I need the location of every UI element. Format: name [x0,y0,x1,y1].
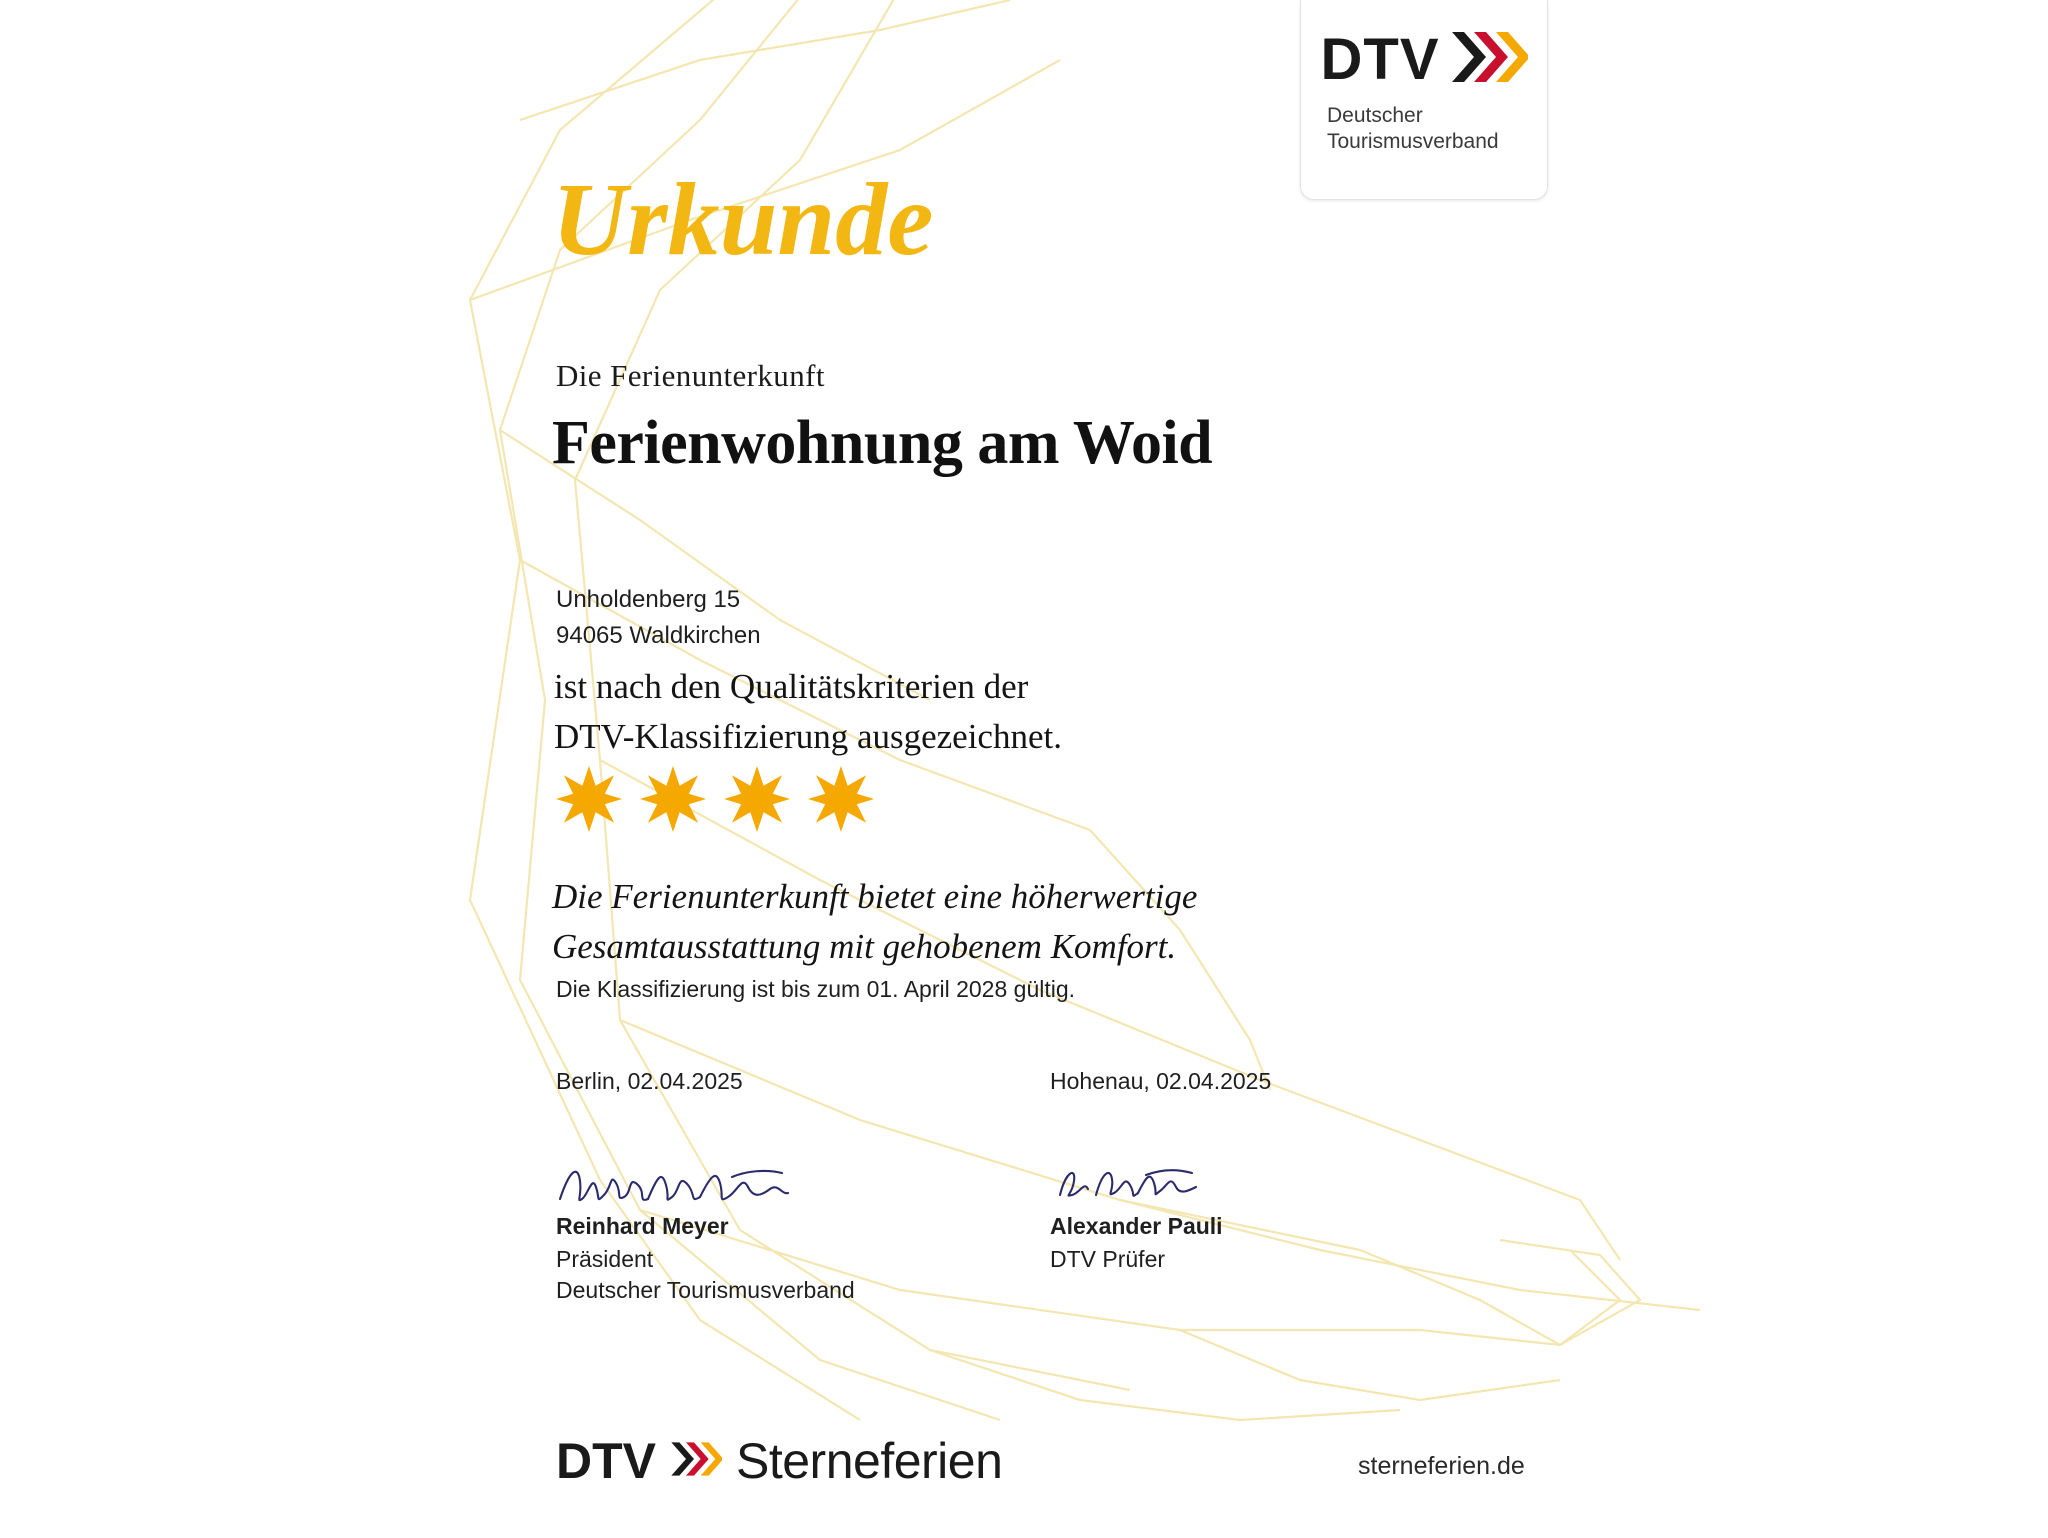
signature-block-inspector [1050,1068,1271,1275]
badge-subtitle-line1: Deutscher [1327,104,1423,127]
description-line-2: Gesamtausstattung mit gehobenem Komfort. [552,926,1177,966]
address-line-2: 94065 Waldkirchen [556,622,761,649]
signature-role-line-1: Präsident [556,1246,654,1272]
signature-image [556,1159,855,1211]
signature-place-date: Hohenau, 02.04.2025 [1050,1068,1272,1094]
rating-star [640,766,706,832]
badge-logo-row [1321,28,1528,91]
flag-chevrons-icon [1450,28,1528,91]
statement-block [554,662,1062,761]
description-line-1: Die Ferienunterkunft bietet eine höherwertige [552,877,1198,916]
star-rating [556,766,874,832]
rating-star [556,766,622,832]
statement-line-1: ist nach den Qualitätskriterien der [554,667,1029,706]
rating-star [724,766,790,832]
flag-chevrons-icon [670,1437,722,1486]
page-title: Urkunde [552,162,934,277]
badge-acronym: DTV [1320,26,1440,92]
footer-logo-acronym: DTV [556,1433,656,1489]
rating-star [808,766,874,832]
description-block [552,872,1197,971]
address-block [556,582,761,654]
signature-image [1050,1159,1271,1211]
lead-text: Die Ferienunterkunft [556,358,825,393]
footer-url: sterneferien.de [1358,1452,1525,1480]
statement-line-2: DTV-Klassifizierung ausgezeichnet. [554,716,1062,756]
signature-role-line-1: DTV Prüfer [1050,1246,1166,1272]
dtv-badge [1300,0,1548,200]
signature-role-line-2: Deutscher Tourismusverband [556,1277,855,1304]
validity-text: Die Klassifizierung ist bis zum 01. April 2028 gültig. [556,976,1076,1002]
signature-name: Reinhard Meyer [556,1213,729,1239]
badge-subtitle-line2: Tourismusverband [1327,130,1499,154]
footer-logo-word: Sterneferien [736,1433,1003,1489]
signature-block-president [556,1068,855,1306]
address-line-1: Unholdenberg 15 [556,586,741,613]
accommodation-name: Ferienwohnung am Woid [552,409,1213,477]
signature-place-date: Berlin, 02.04.2025 [556,1068,743,1094]
signature-name: Alexander Pauli [1050,1213,1223,1239]
footer-logo [556,1432,1002,1490]
badge-subtitle [1301,103,1547,156]
